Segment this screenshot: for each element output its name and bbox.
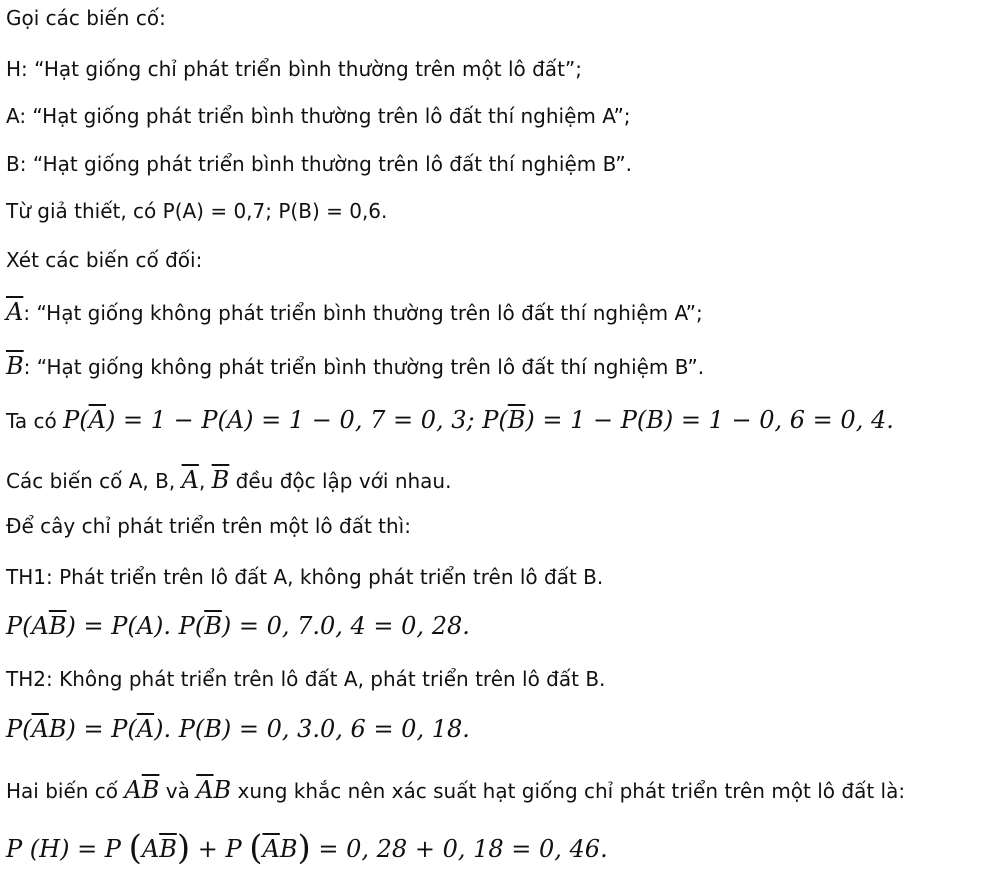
right-paren: ) — [176, 828, 191, 868]
event-h-definition: H: “Hạt giống chỉ phát triển bình thường trên một lô đất”; — [6, 57, 583, 81]
abar-symbol: $\overline{A}$ — [6, 298, 24, 326]
formula-part: ) = 0, 7.0, 4 = 0, 28. — [221, 612, 470, 640]
event-bbar-definition — [6, 352, 704, 380]
event-letter: A — [141, 835, 160, 863]
event-letter: B — [279, 835, 298, 863]
abar-symbol: $\overline{A}$ — [262, 835, 280, 863]
abar-symbol: $\overline{A}$ — [88, 406, 106, 434]
event-a-definition: A: “Hạt giống phát triển bình thường trên lô đất thí nghiệm A”; — [6, 104, 631, 128]
case-2-formula — [6, 715, 470, 743]
formula-part: P( — [6, 715, 32, 743]
conjunction: và — [159, 779, 197, 803]
case-1-description: TH1: Phát triển trên lô đất A, không phát triển trên lô đất B. — [6, 565, 604, 589]
event-a-bbar — [124, 776, 159, 804]
event-abar-definition — [6, 298, 703, 326]
event-b-definition: B: “Hạt giống phát triển bình thường trên lô đất thí nghiệm B”. — [6, 152, 632, 176]
final-formula — [6, 826, 608, 866]
formula-part: + P — [190, 835, 250, 863]
formula-part: ). P(B) = 0, 3.0, 6 = 0, 18. — [154, 715, 470, 743]
abar-symbol: $\overline{A}$ — [31, 715, 49, 743]
independence-statement — [6, 466, 451, 494]
formula-result: = 0, 28 + 0, 18 = 0, 46. — [310, 835, 608, 863]
bbar-symbol: $\overline{B}$ — [6, 352, 24, 380]
formula-part: ) = P(A). P( — [66, 612, 205, 640]
independence-suffix: đều độc lập với nhau. — [229, 469, 452, 493]
mutex-suffix: xung khắc nên xác suất hạt giống chỉ phát triển trên một lô đất là: — [231, 779, 906, 803]
condition-line: Để cây chỉ phát triển trên một lô đất thì: — [6, 514, 411, 538]
bbar-symbol: $\overline{B}$ — [507, 406, 526, 434]
formula-part: ) = 1 − P(A) = 1 − 0, 7 = 0, 3; P( — [105, 406, 508, 434]
abar-text: : “Hạt giống không phát triển bình thường trên lô đất thí nghiệm A”; — [23, 301, 703, 325]
complement-probabilities — [6, 406, 894, 434]
bbar-symbol: $\overline{B}$ — [141, 776, 160, 804]
formula-part: P(A — [6, 612, 49, 640]
bbar-text: : “Hạt giống không phát triển bình thường trên lô đất thí nghiệm B”. — [23, 355, 705, 379]
abar-symbol: $\overline{A}$ — [136, 715, 155, 743]
formula-complements — [63, 406, 894, 434]
case-2-description: TH2: Không phát triển trên lô đất A, phát triển trên lô đất B. — [6, 667, 606, 691]
case-1-formula — [6, 612, 470, 640]
bbar-symbol: $\overline{B}$ — [48, 612, 67, 640]
given-probabilities: Từ giả thiết, có P(A) = 0,7; P(B) = 0,6. — [6, 199, 388, 223]
formula-part: P (H) = P — [6, 835, 129, 863]
bbar-symbol: $\overline{B}$ — [159, 835, 177, 863]
event-abar-b — [196, 776, 231, 804]
abar-symbol: $\overline{A}$ — [181, 466, 199, 494]
taco-prefix: Ta có — [6, 409, 64, 433]
right-paren: ) — [297, 828, 311, 868]
event-letter: B — [213, 776, 232, 804]
bbar-symbol: $\overline{B}$ — [204, 612, 222, 640]
abar-symbol: $\overline{A}$ — [196, 776, 214, 804]
mutual-exclusion-statement — [6, 776, 905, 804]
event-letter: A — [124, 776, 142, 804]
formula-part: P( — [63, 406, 89, 434]
mutex-prefix: Hai biến cố — [6, 779, 125, 803]
separator: , — [198, 469, 212, 493]
intro-line: Gọi các biến cố: — [6, 6, 166, 30]
formula-part: B) = P( — [48, 715, 137, 743]
independence-prefix: Các biến cố A, B, — [6, 469, 182, 493]
bbar-symbol: $\overline{B}$ — [211, 466, 230, 494]
left-paren: ( — [128, 828, 142, 868]
complement-intro: Xét các biến cố đối: — [6, 248, 203, 272]
left-paren: ( — [249, 828, 263, 868]
formula-part: ) = 1 − P(B) = 1 − 0, 6 = 0, 4. — [525, 406, 894, 434]
